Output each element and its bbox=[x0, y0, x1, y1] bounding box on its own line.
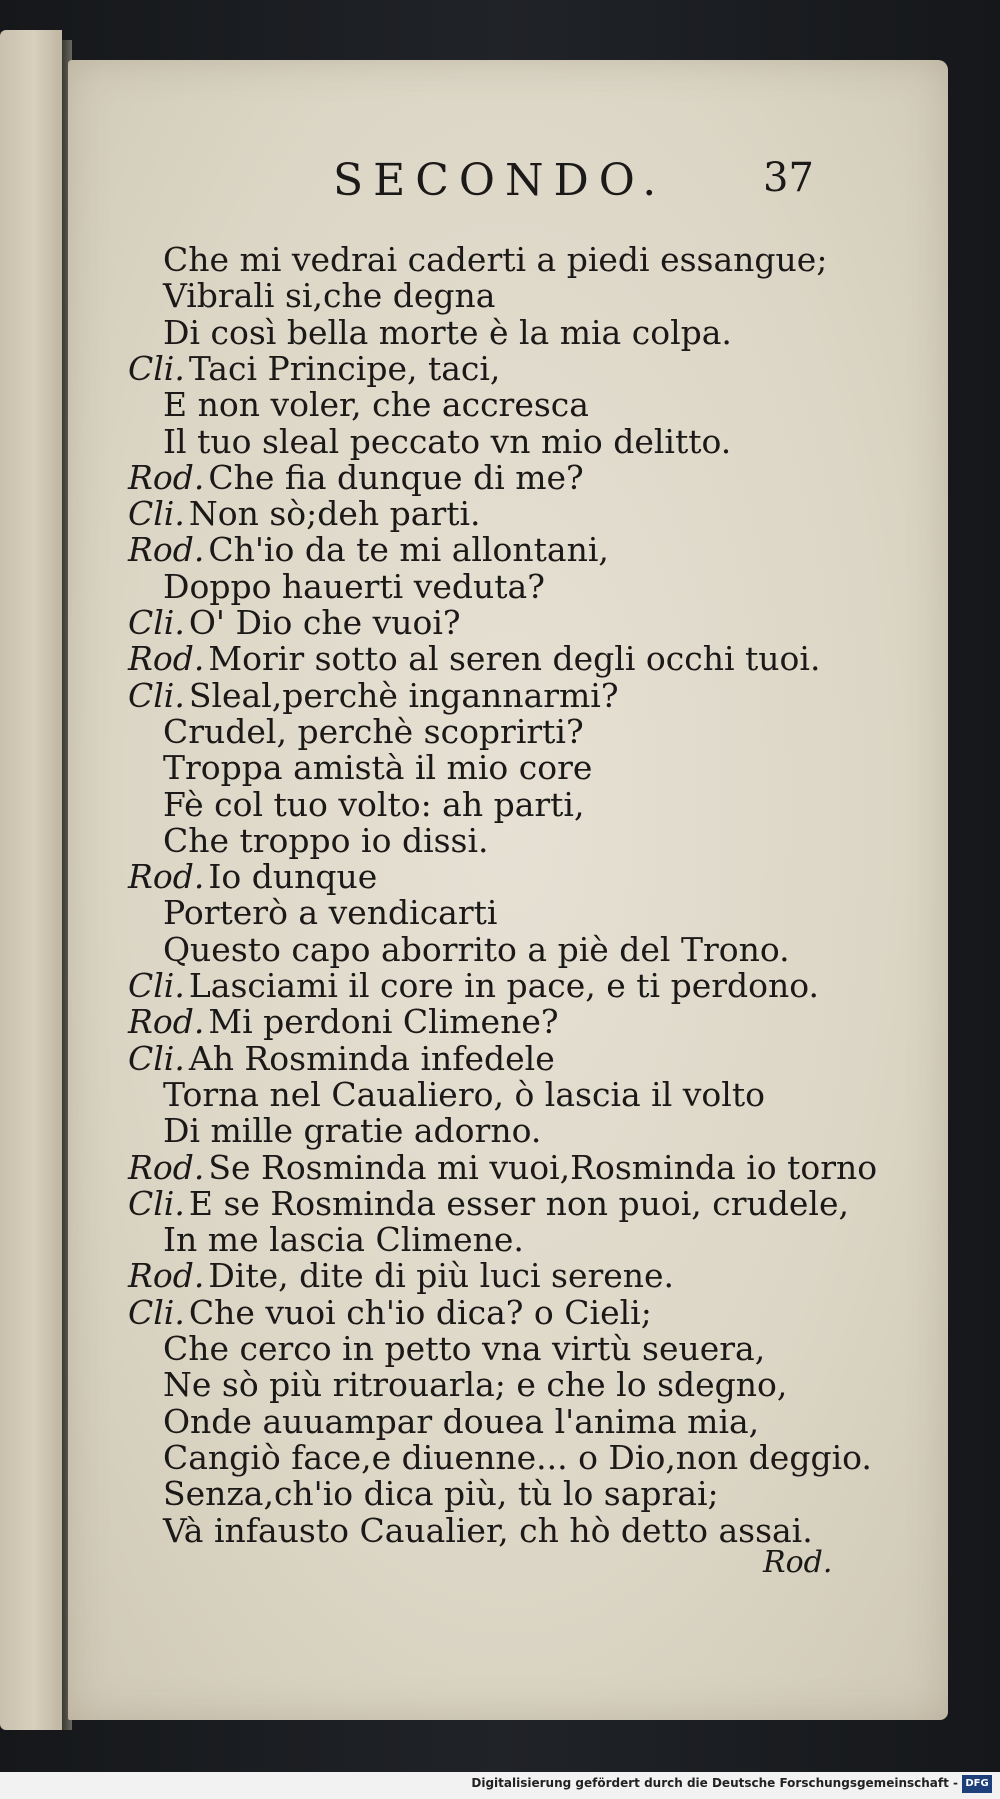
verse-text-line: Che cerco in petto vna virtù seuera, bbox=[163, 1329, 766, 1368]
verse-line bbox=[163, 1365, 787, 1405]
verse-text-line: Di mille gratie adorno. bbox=[163, 1111, 542, 1151]
verse-line bbox=[128, 857, 377, 897]
verse-line bbox=[163, 1438, 872, 1478]
speaker-label: Rod. bbox=[128, 457, 205, 497]
speaker-label: Cli. bbox=[128, 675, 185, 715]
verse-line bbox=[128, 676, 619, 716]
verse-text-line: Ch'io da te mi allontani, bbox=[208, 530, 609, 570]
verse-line bbox=[163, 785, 584, 825]
running-head: SECONDO. bbox=[333, 155, 667, 206]
verse-line bbox=[163, 1402, 759, 1442]
verse-text-line: O' Dio che vuoi? bbox=[188, 603, 461, 642]
verse-text-line: Cangiò face,e diuenne... o Dio,non deggio. bbox=[163, 1437, 872, 1477]
verse-line bbox=[163, 1474, 719, 1514]
speaker-label: Rod. bbox=[128, 1147, 205, 1187]
speaker-label: Cli. bbox=[128, 1183, 185, 1223]
verse-text-line: Mi perdoni Climene? bbox=[208, 1002, 559, 1042]
verse-line bbox=[163, 385, 589, 425]
verse-text-line: Doppo hauerti veduta? bbox=[163, 566, 545, 606]
verse-line bbox=[163, 821, 489, 861]
verse-text-line: Troppa amistà il mio core bbox=[163, 748, 593, 788]
speaker-label: Rod. bbox=[128, 1002, 205, 1042]
verse-line bbox=[163, 1511, 813, 1551]
verse-line bbox=[163, 276, 495, 316]
verse-text-line: Che mi vedrai caderti a piedi essangue; bbox=[163, 240, 828, 279]
digitization-footer bbox=[0, 1772, 1000, 1799]
verse-text-line: Taci Principe, taci, bbox=[188, 348, 501, 388]
speaker-label: Rod. bbox=[128, 639, 205, 679]
verse-line bbox=[128, 1039, 555, 1079]
verse-text-line: Questo capo aborrito a piè del Trono. bbox=[163, 929, 790, 969]
verse-line bbox=[128, 458, 584, 498]
verse-text-line: Che fia dunque di me? bbox=[208, 457, 584, 497]
verse-text-line: Di così bella morte è la mia colpa. bbox=[163, 312, 732, 352]
verse-text-line: Che troppo io dissi. bbox=[163, 820, 489, 860]
dfg-logo: DFG bbox=[962, 1775, 992, 1793]
speaker-label: Rod. bbox=[128, 1256, 205, 1296]
verse-line bbox=[163, 567, 545, 607]
verse-text-line: Sleal,perchè ingannarmi? bbox=[188, 675, 619, 715]
catchword: Rod. bbox=[763, 1545, 833, 1580]
verse-text-line: Ah Rosminda infedele bbox=[188, 1038, 555, 1078]
speaker-label: Cli. bbox=[128, 603, 185, 642]
verse-line bbox=[128, 530, 609, 570]
footer-credit: Digitalisierung gefördert durch die Deutsche Forschungsgemeinschaft - bbox=[471, 1776, 958, 1790]
page-number: 37 bbox=[763, 155, 814, 201]
verse-line bbox=[128, 1293, 652, 1333]
verse-text-line: Porterò a vendicarti bbox=[163, 893, 498, 933]
verse-text-line: Io dunque bbox=[208, 857, 378, 897]
verse-text-line: In me lascia Climene. bbox=[163, 1220, 524, 1260]
speaker-label: Cli. bbox=[128, 494, 185, 534]
verse-line bbox=[163, 313, 732, 353]
verse-text-line: Fè col tuo volto: ah parti, bbox=[163, 784, 585, 824]
verse-line bbox=[163, 930, 790, 970]
verse-text-line: Torna nel Caualiero, ò lascia il volto bbox=[163, 1074, 765, 1114]
verse-line bbox=[163, 893, 497, 933]
verse-text-line: Vibrali si,che degna bbox=[163, 276, 496, 316]
verse-text-line: Và infausto Caualier, ch hò detto assai. bbox=[163, 1510, 813, 1550]
verse-line bbox=[128, 639, 820, 679]
verse-line bbox=[128, 966, 819, 1006]
facing-page-edge bbox=[0, 30, 62, 1730]
verse-line bbox=[128, 349, 500, 389]
verse-line bbox=[128, 1184, 849, 1224]
verse-line bbox=[128, 494, 481, 534]
verse-text-line: Se Rosminda mi vuoi,Rosminda io torno bbox=[208, 1147, 878, 1187]
speaker-label: Rod. bbox=[128, 530, 205, 570]
verse-text-line: Morir sotto al seren degli occhi tuoi. bbox=[208, 639, 821, 679]
verse-text-line: Crudel, perchè scoprirti? bbox=[163, 711, 584, 751]
verse-line bbox=[163, 240, 827, 280]
verse-text-line: E se Rosminda esser non puoi, crudele, bbox=[188, 1183, 850, 1223]
verse-line bbox=[163, 1075, 765, 1115]
verse-text-line: Che vuoi ch'io dica? o Cieli; bbox=[188, 1292, 652, 1332]
verse-line bbox=[128, 1148, 877, 1188]
speaker-label: Cli. bbox=[128, 1292, 185, 1332]
verse-line bbox=[163, 748, 592, 788]
verse-text-line: E non voler, che accresca bbox=[163, 385, 589, 425]
verse-line bbox=[163, 1220, 524, 1260]
verse-text-line: Senza,ch'io dica più, tù lo saprai; bbox=[163, 1474, 719, 1514]
book-page bbox=[68, 60, 948, 1720]
verse-line bbox=[128, 603, 461, 643]
speaker-label: Cli. bbox=[128, 348, 185, 388]
verse-line bbox=[163, 712, 584, 752]
verse-text-line: Lasciami il core in pace, e ti perdono. bbox=[188, 966, 820, 1005]
speaker-label: Rod. bbox=[128, 857, 205, 897]
verse-text-line: Onde auuampar douea l'anima mia, bbox=[163, 1401, 760, 1441]
verse-text-line: Ne sò più ritrouarla; e che lo sdegno, bbox=[163, 1365, 788, 1405]
page-header bbox=[68, 155, 948, 215]
speaker-label: Cli. bbox=[128, 966, 185, 1005]
speaker-label: Cli. bbox=[128, 1038, 185, 1078]
verse-line bbox=[128, 1256, 674, 1296]
verse-text-line: Il tuo sleal peccato vn mio delitto. bbox=[163, 421, 732, 461]
verse-line bbox=[163, 1111, 541, 1151]
verse-text-line: Dite, dite di più luci serene. bbox=[208, 1256, 675, 1296]
verse-line bbox=[163, 422, 731, 462]
verse-line bbox=[128, 1002, 559, 1042]
verse-text-line: Non sò;deh parti. bbox=[188, 494, 481, 534]
verse-line bbox=[163, 1329, 765, 1369]
